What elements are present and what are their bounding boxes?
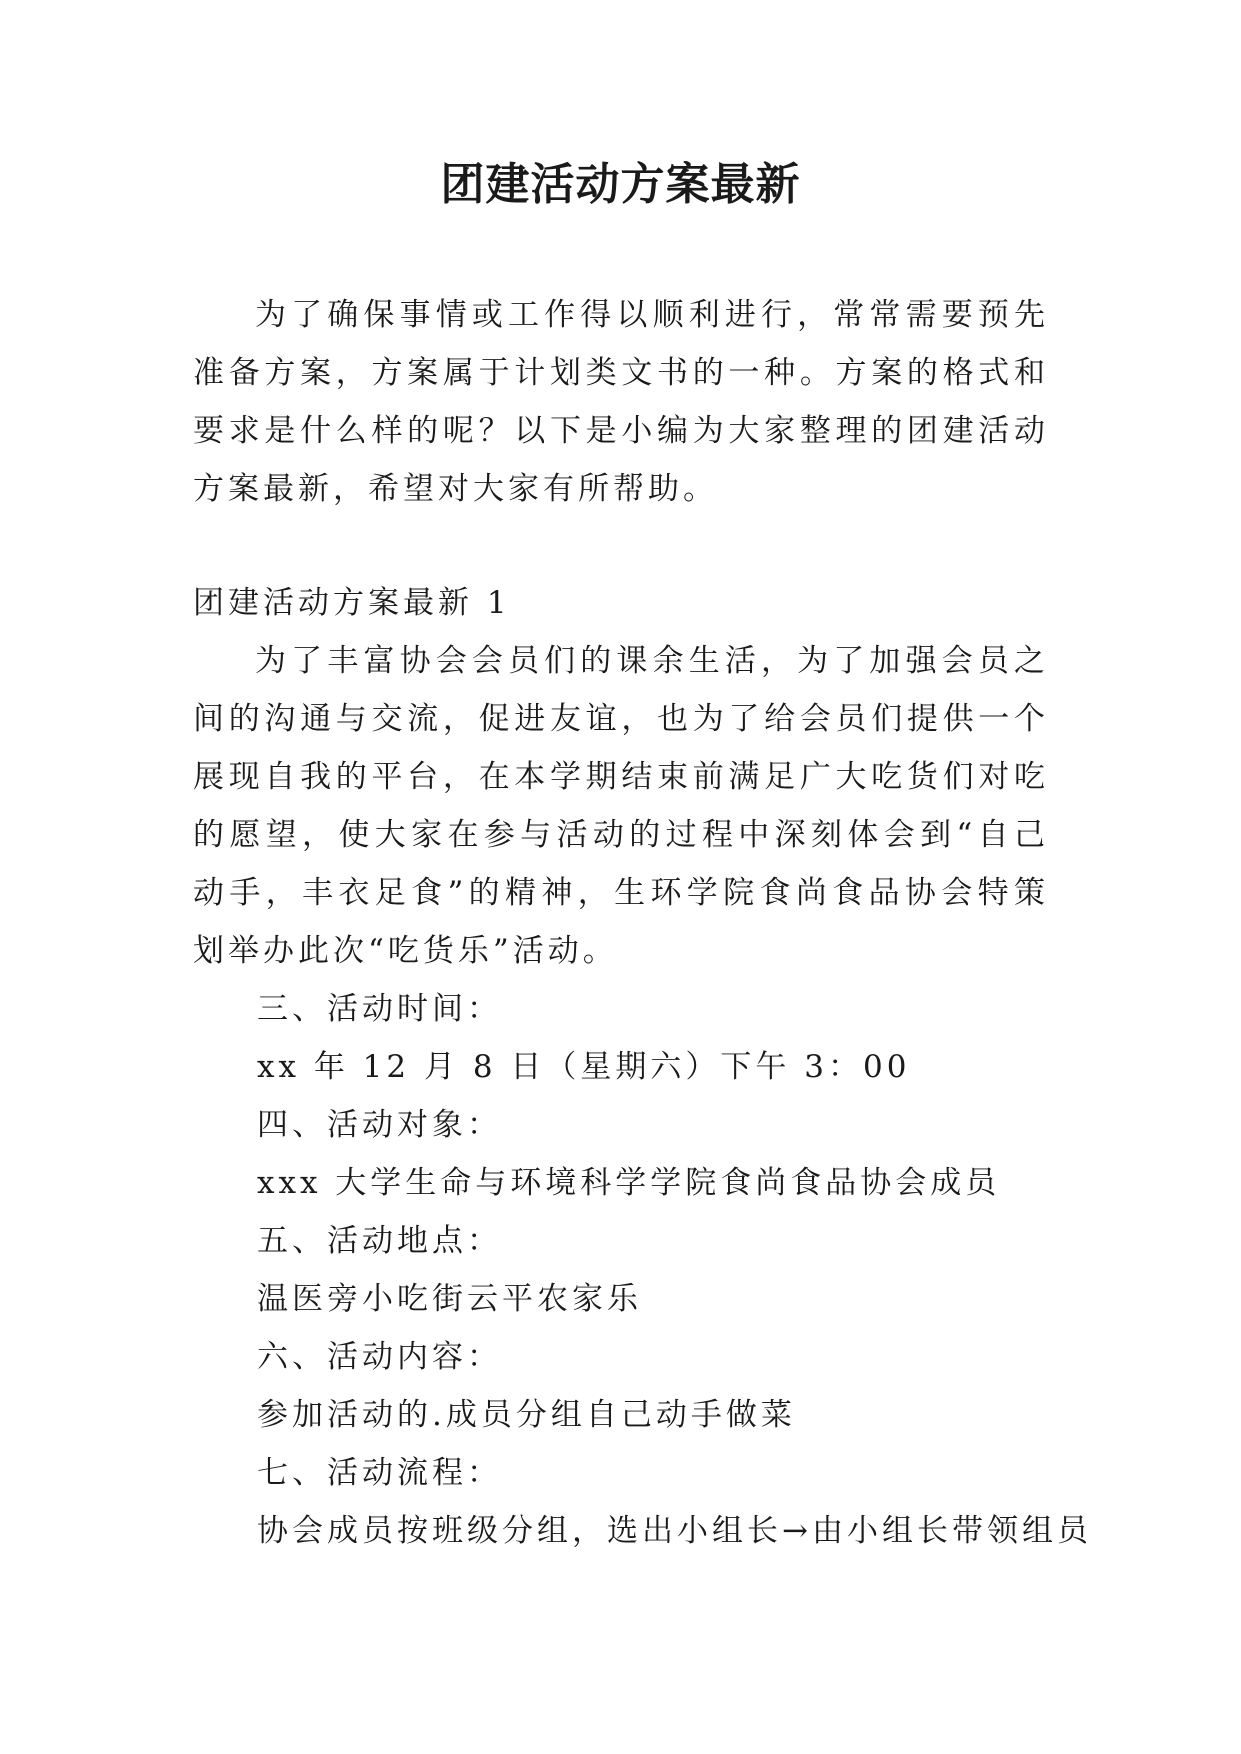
item-process-value: 协会成员按班级分组，选出小组长→由小组长带领组员 (257, 1513, 1092, 1549)
item-location-value: 温医旁小吃街云平农家乐 (257, 1281, 642, 1317)
item-target-value: xxx 大学生命与环境科学学院食尚食品协会成员 (257, 1165, 1001, 1201)
item-process-heading: 七、活动流程： (257, 1455, 502, 1491)
intro-paragraph: 为了确保事情或工作得以顺利进行，常常需要预先准备方案，方案属于计划类文书的一种。方案的格式和要求是什么样的呢？以下是小编为大家整理的团建活动方案最新，希望对大家有所帮助。 (193, 297, 1049, 507)
item-content-value: 参加活动的.成员分组自己动手做菜 (257, 1397, 796, 1433)
section-intro-paragraph: 为了丰富协会会员们的课余生活，为了加强会员之间的沟通与交流，促进友谊，也为了给会员们提供一个展现自我的平台，在本学期结束前满足广大吃货们对吃的愿望，使大家在参与活动的过程中深刻体会到“自己动手，丰衣足食”的精神，生环学院食尚食品协会特策划举办此次“吃货乐”活动。 (193, 643, 1049, 969)
item-time-value: xx 年 12 月 8 日（星期六）下午 3：00 (257, 1049, 911, 1085)
item-location-heading: 五、活动地点： (257, 1223, 502, 1259)
item-time-heading: 三、活动时间： (257, 991, 502, 1027)
paragraph-spacer (193, 518, 1049, 574)
document-body (193, 286, 1092, 1560)
section-heading: 团建活动方案最新 1 (193, 585, 511, 621)
item-target-heading: 四、活动对象： (257, 1107, 502, 1143)
document-title: 团建活动方案最新 (440, 159, 801, 210)
item-content-heading: 六、活动内容： (257, 1339, 502, 1375)
